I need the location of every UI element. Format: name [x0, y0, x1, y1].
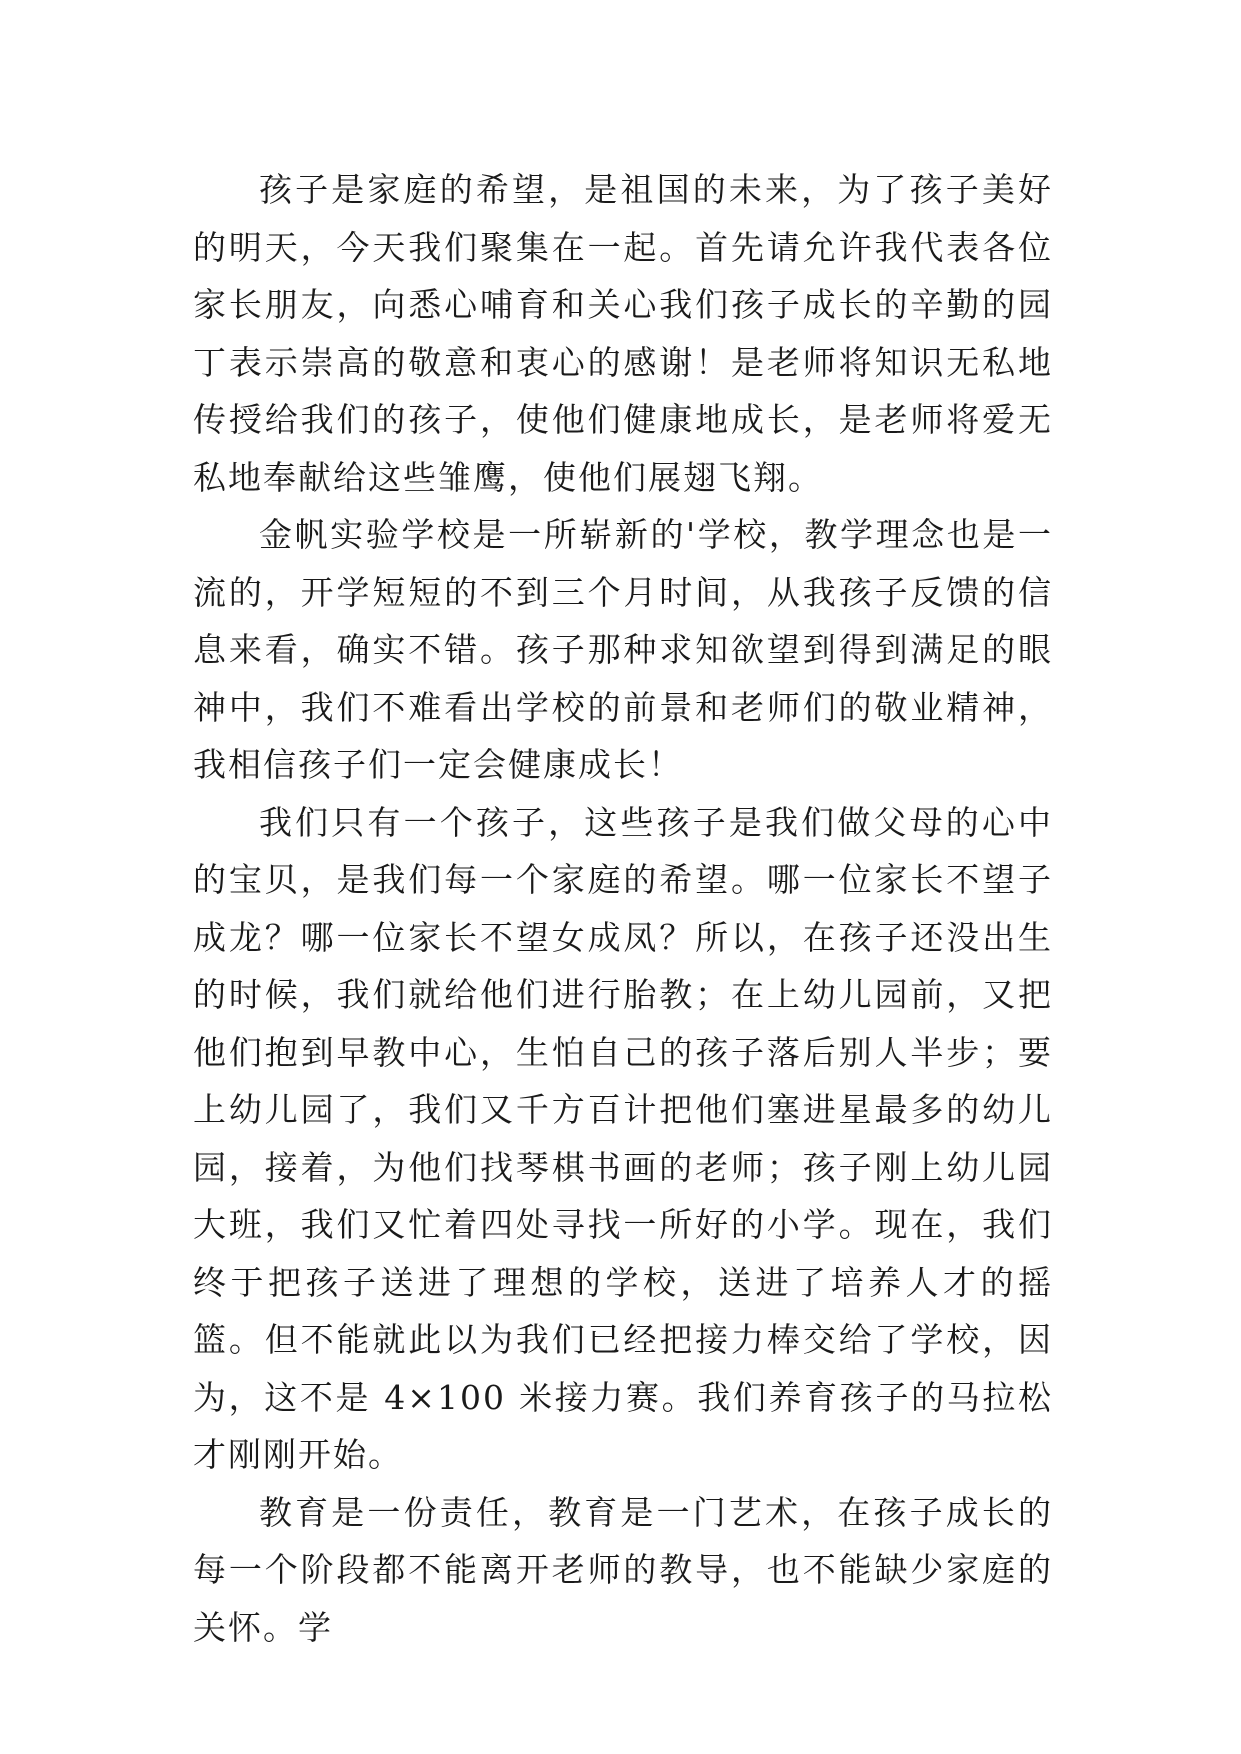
paragraph-3: 我们只有一个孩子，这些孩子是我们做父母的心中的宝贝，是我们每一个家庭的希望。哪一位家长不望子成龙？哪一位家长不望女成凤？所以，在孩子还没出生的时候，我们就给他们进行胎教；在上幼儿园前，又把他们抱到早教中心，生怕自己的孩子落后别人半步；要上幼儿园了，我们又千方百计把他们塞进星最多的幼儿园，接着，为他们找琴棋书画的老师；孩子刚上幼儿园大班，我们又忙着四处寻找一所好的小学。现在，我们终于把孩子送进了理想的学校，送进了培养人才的摇篮。但不能就此以为我们已经把接力棒交给了学校，因为，这不是 4×100 米接力赛。我们养育孩子的马拉松才刚刚开始。 [193, 802, 1053, 1474]
paragraph-4: 教育是一份责任，教育是一门艺术，在孩子成长的每一个阶段都不能离开老师的教导，也不能缺少家庭的关怀。学 [193, 1492, 1053, 1647]
document-body [193, 161, 1053, 1656]
paragraph-1: 孩子是家庭的希望，是祖国的未来，为了孩子美好的明天，今天我们聚集在一起。首先请允许我代表各位家长朋友，向悉心哺育和关心我们孩子成长的辛勤的园丁表示崇高的敬意和衷心的感谢！是老师将知识无私地传授给我们的孩子，使他们健康地成长，是老师将爱无私地奉献给这些雏鹰，使他们展翅飞翔。 [193, 170, 1053, 497]
paragraph-2: 金帆实验学校是一所崭新的'学校，教学理念也是一流的，开学短短的不到三个月时间，从我孩子反馈的信息来看，确实不错。孩子那种求知欲望到得到满足的眼神中，我们不难看出学校的前景和老师们的敬业精神，我相信孩子们一定会健康成长！ [193, 515, 1053, 784]
